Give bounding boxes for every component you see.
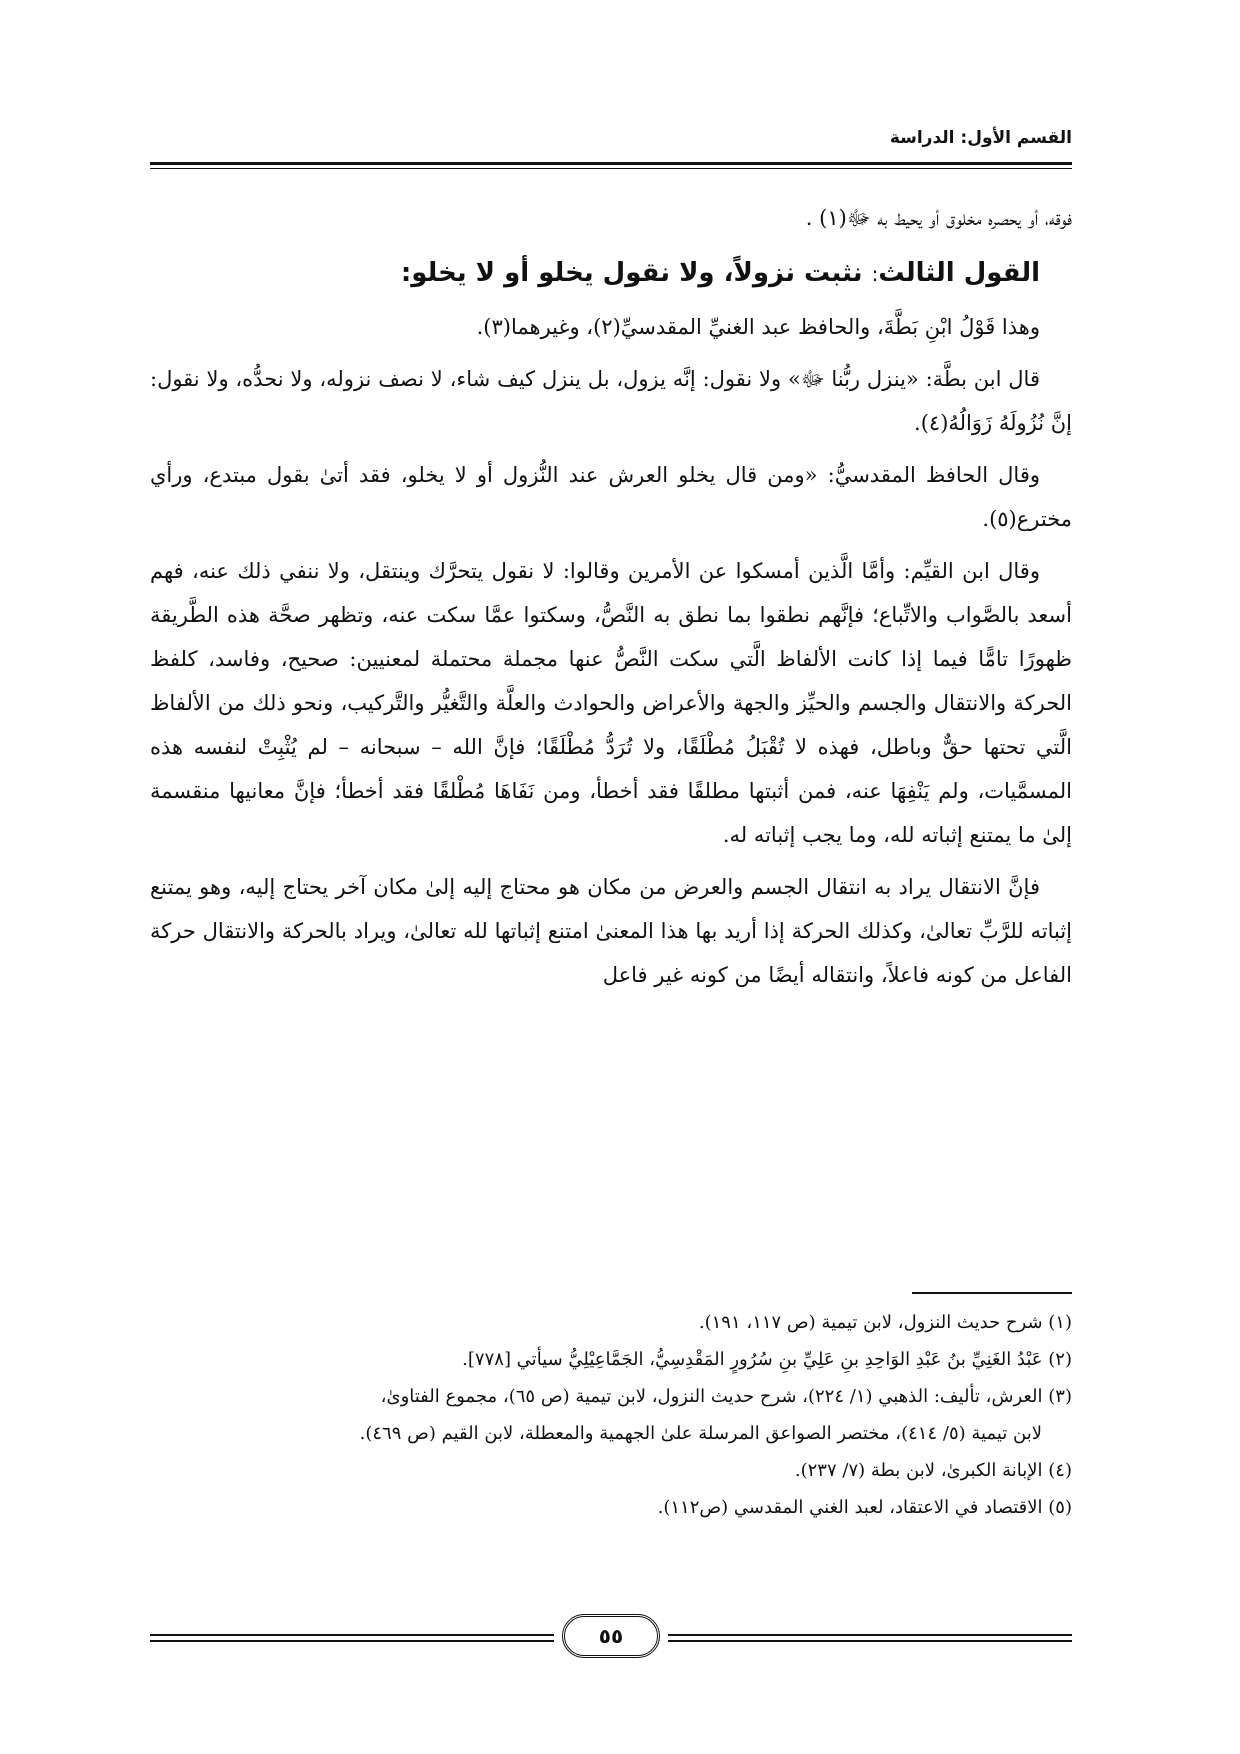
footnotes — [150, 1304, 1072, 1526]
paragraph-3: وقال الحافظ المقدسيُّ: «ومن قال يخلو العرش عند النُّزول أو لا يخلو، فقد أتىٰ بقول مبتدع، ورأي مخترع(٥). — [150, 463, 1072, 531]
footnote-1: (١) شرح حديث النزول، لابن تيمية (ص ١١٧، ١٩١). — [698, 1312, 1072, 1333]
paragraph-5: فإنَّ الانتقال يراد به انتقال الجسم والعرض من مكان هو محتاج إليه إلىٰ مكان آخر يحتاج إليه، وهو يمتنع إثباته للرَّبِّ تعالىٰ، وكذلك الحركة إذا أريد بها هذا المعنىٰ امتنع إثباتها لله تعالىٰ، ويراد بالحركة والانتقال حركة الفاعل من كونه فاعلاً، وانتقاله أيضًا من كونه غير فاعل — [150, 875, 1072, 987]
footer-rule-left-top — [150, 1634, 554, 1636]
heading-text: نثبت نزولاً، ولا نقول يخلو أو لا يخلو: — [400, 258, 863, 288]
opening-line: فوقه، أو يحصره مخلوق أو يحيط به ﷻ(١) . — [805, 206, 1072, 230]
paragraph-4: وقال ابن القيِّم: وأمَّا الَّذين أمسكوا عن الأمرين وقالوا: لا نقول يتحرَّك وينتقل، ولا ننفي ذلك عنه، فهم أسعد بالصَّواب والاتِّباع؛ فإنَّهم نطقوا بما نطق به النَّصُّ، وسكتوا عمَّا سكت عنه، وتظهر صحَّة هذه الطَّريقة ظهورًا تامًّا فيما إذا كانت الألفاظ الَّتي سكت النَّصُّ عنها مجملة محتملة لمعنيين: صحيح، وفاسد، كلفظ الحركة والانتقال والجسم والحيِّز والجهة والأعراض والحوادث والعلَّة والتَّغيُّر والتَّركيب، ونحو ذلك من الألفاظ الَّتي تحتها حقٌّ وباطل، فهذه لا تُقْبَلُ مُطْلَقًا، ولا تُرَدُّ مُطْلَقًا؛ فإنَّ الله – سبحانه – لم يُثْبِتْ لنفسه هذه المسمَّيات، ولم يَنْفِهَا عنه، فمن أثبتها مطلقًا فقد أخطأ، ومن نَفَاهَا مُطْلقًا فقد أخطأ؛ فإنَّ معانيها منقسمة إلىٰ ما يمتنع إثباته لله، وما يجب إثباته له. — [150, 559, 1072, 847]
running-header: القسم الأول: الدراسة — [889, 128, 1072, 148]
header-rule-thick — [150, 162, 1072, 165]
footnote-3-continued: لابن تيمية (٥/ ٤١٤)، مختصر الصواعق المرسلة علىٰ الجهمية والمعطلة، لابن القيم (ص ٤٦٩). — [359, 1423, 1042, 1444]
footnote-separator — [912, 1292, 1072, 1294]
page-number: ٥٥ — [562, 1614, 660, 1658]
footnote-5: (٥) الاقتصاد في الاعتقاد، لعبد الغني المقدسي (ص١١٢). — [657, 1497, 1072, 1518]
heading-separator: : — [871, 262, 879, 286]
footnote-3: (٣) العرش، تأليف: الذهبي (١/ ٢٢٤)، شرح حديث النزول، لابن تيمية (ص ٦٥)، مجموع الفتاوىٰ، — [380, 1386, 1072, 1407]
header-rule-thin — [150, 168, 1072, 169]
paragraph-2: قال ابن بطَّة: «ينزل ربُّنا ﷻ» ولا نقول: إنَّه يزول، بل ينزل كيف شاء، لا نصف نزوله، ولا نحدُّه، ولا نقول: إنَّ نُزُولَهُ زَوَالُهُ(٤). — [150, 367, 1072, 435]
footer-rule-left-bottom — [150, 1640, 554, 1642]
footnote-2: (٢) عَبْدُ الغَنِيِّ بنُ عَبْدِ الوَاحِدِ بنِ عَلِيِّ بنِ سُرُورٍ المَقْدِسِيُّ، الجَمَّاعِيْلِيُّ سيأتي [٧٧٨]. — [462, 1349, 1072, 1370]
heading-label: القول الثالث — [878, 258, 1040, 288]
paragraph-1: وهذا قَوْلُ ابْنِ بَطَّةَ، والحافظ عبد الغنيِّ المقدسيِّ(٢)، وغيرهما(٣). — [476, 315, 1040, 339]
main-text — [150, 196, 1072, 1005]
footer-rule-right-bottom — [668, 1640, 1072, 1642]
section-heading — [150, 248, 1072, 299]
footnote-4: (٤) الإبانة الكبرىٰ، لابن بطة (٧/ ٢٣٧). — [794, 1460, 1072, 1481]
footer-rule-right-top — [668, 1634, 1072, 1636]
